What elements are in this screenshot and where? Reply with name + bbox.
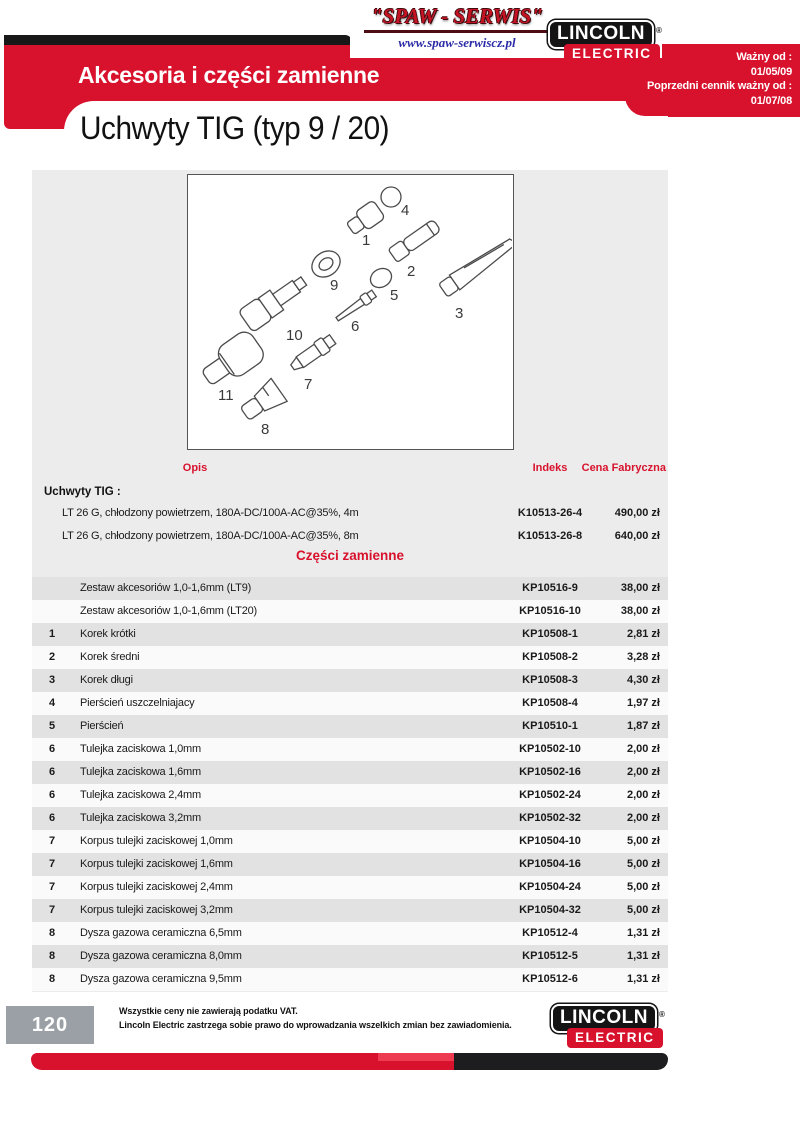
index-cell: KP10504-10 [519, 835, 581, 847]
part-10-torch-body [238, 270, 311, 332]
table-row [32, 876, 668, 899]
price-cell: 5,00 zł [626, 881, 660, 893]
part-number-cell: 6 [48, 743, 56, 755]
validity-label-2: Poprzedni cennik ważny od : [647, 80, 792, 92]
validity-label-1: Ważny od : [736, 51, 792, 63]
page-title: Uchwyty TIG (typ 9 / 20) [80, 110, 390, 146]
part-number-cell: 5 [48, 720, 56, 732]
part-2-medium-cap [388, 218, 441, 262]
index-cell: K10513-26-8 [517, 530, 583, 542]
price-cell: 490,00 zł [614, 507, 660, 519]
table-row [32, 738, 668, 761]
part-number-cell: 1 [48, 628, 56, 640]
part-8-gas-nozzle [237, 378, 287, 425]
index-cell: KP10502-32 [519, 812, 581, 824]
part-number-cell: 8 [48, 927, 56, 939]
description-cell: Dysza gazowa ceramiczna 8,0mm [80, 950, 242, 962]
index-cell: K10513-26-4 [517, 507, 583, 519]
part-label-9: 9 [330, 277, 339, 294]
description-cell: LT 26 G, chłodzony powietrzem, 180A-DC/100A-AC@35%, 4m [62, 507, 359, 519]
price-cell: 38,00 zł [620, 605, 660, 617]
description-cell: Zestaw akcesoriów 1,0-1,6mm (LT9) [80, 582, 252, 594]
table-row [32, 646, 668, 669]
index-cell: KP10504-16 [519, 858, 581, 870]
spaw-serwis-logo [362, 4, 552, 51]
tig-torch-exploded-view [188, 175, 512, 448]
footer-note-disclaimer: Lincoln Electric zastrzega sobie prawo do wprowadzania wszelkich zmian bez zawiadomienia. [119, 1020, 512, 1030]
description-cell: Pierścień uszczelniajacy [80, 697, 195, 709]
part-number-cell: 7 [48, 858, 56, 870]
spaw-serwis-underline [364, 30, 550, 33]
index-cell: KP10510-1 [522, 720, 578, 732]
index-cell: KP10512-6 [522, 973, 578, 985]
part-label-8: 8 [261, 421, 270, 438]
table-row [32, 669, 668, 692]
price-cell: 2,00 zł [626, 812, 660, 824]
section-title: Akcesoria i części zamienne [78, 62, 380, 88]
lincoln-electric-logo-footer [551, 1004, 671, 1048]
price-cell: 1,87 zł [626, 720, 660, 732]
description-cell: Tulejka zaciskowa 1,6mm [80, 766, 201, 778]
lincoln-wordmark: LINCOLN [551, 1004, 657, 1033]
part-number-cell: 8 [48, 950, 56, 962]
table-row [32, 922, 668, 945]
price-cell: 640,00 zł [614, 530, 660, 542]
description-cell: Korpus tulejki zaciskowej 1,0mm [80, 835, 233, 847]
exploded-parts-diagram [187, 174, 514, 450]
index-cell: KP10504-32 [519, 904, 581, 916]
description-cell: Tulejka zaciskowa 3,2mm [80, 812, 201, 824]
table-row [32, 830, 668, 853]
group-title-uchwyty-tig: Uchwyty TIG : [44, 486, 121, 498]
price-cell: 5,00 zł [626, 904, 660, 916]
part-label-3: 3 [455, 305, 464, 322]
price-cell: 1,31 zł [626, 927, 660, 939]
description-cell: Korpus tulejki zaciskowej 1,6mm [80, 858, 233, 870]
validity-date-1: 01/05/09 [750, 65, 792, 78]
price-cell: 38,00 zł [620, 582, 660, 594]
index-cell: KP10516-9 [522, 582, 578, 594]
electric-wordmark: ELECTRIC [564, 44, 660, 64]
index-cell: KP10508-1 [522, 628, 578, 640]
description-cell: Dysza gazowa ceramiczna 9,5mm [80, 973, 242, 985]
description-cell: Dysza gazowa ceramiczna 6,5mm [80, 927, 242, 939]
part-number-cell: 7 [48, 904, 56, 916]
price-cell: 3,28 zł [626, 651, 660, 663]
index-cell: KP10504-24 [519, 881, 581, 893]
description-cell: Zestaw akcesoriów 1,0-1,6mm (LT20) [80, 605, 257, 617]
part-label-11: 11 [218, 387, 234, 404]
part-label-2: 2 [407, 263, 416, 280]
description-cell: Korek długi [80, 674, 133, 686]
registered-mark-icon: ® [658, 1010, 665, 1019]
footer-bar-black [454, 1053, 668, 1070]
part-number-cell: 6 [48, 812, 56, 824]
part-label-7: 7 [304, 376, 313, 393]
price-cell: 5,00 zł [626, 835, 660, 847]
table-row [32, 784, 668, 807]
description-cell: Korek średni [80, 651, 140, 663]
table-row [32, 502, 668, 525]
price-cell: 4,30 zł [626, 674, 660, 686]
column-header-cena: Cena Fabryczna [581, 462, 666, 474]
price-cell: 2,00 zł [626, 743, 660, 755]
part-number-cell: 8 [48, 973, 56, 985]
footer-bar-step [378, 1053, 454, 1061]
index-cell: KP10502-16 [519, 766, 581, 778]
description-cell: Tulejka zaciskowa 2,4mm [80, 789, 201, 801]
part-11-handle [196, 328, 267, 393]
part-4-oring [381, 187, 401, 207]
table-row [32, 600, 668, 623]
part-number-cell: 2 [48, 651, 56, 663]
index-cell: KP10502-24 [519, 789, 581, 801]
table-row [32, 899, 668, 922]
index-cell: KP10512-4 [522, 927, 578, 939]
part-number-cell: 6 [48, 789, 56, 801]
table-row [32, 692, 668, 715]
description-cell: Pierścień [80, 720, 124, 732]
part-3-long-cap [438, 234, 512, 298]
table-row [32, 807, 668, 830]
description-cell: Tulejka zaciskowa 1,0mm [80, 743, 201, 755]
electric-wordmark: ELECTRIC [567, 1028, 663, 1048]
spaw-serwis-wordmark: "SPAW - SERWIS" [371, 4, 543, 28]
table-row [32, 761, 668, 784]
description-cell: LT 26 G, chłodzony powietrzem, 180A-DC/100A-AC@35%, 8m [62, 530, 359, 542]
price-cell: 1,31 zł [626, 950, 660, 962]
column-header-opis: Opis [182, 462, 208, 474]
price-cell: 1,31 zł [626, 973, 660, 985]
table-row [32, 853, 668, 876]
part-number-cell: 7 [48, 835, 56, 847]
price-cell: 5,00 zł [626, 858, 660, 870]
part-number-cell: 6 [48, 766, 56, 778]
spaw-serwis-url: www.spaw-serwiscz.pl [398, 35, 516, 50]
description-cell: Korpus tulejki zaciskowej 3,2mm [80, 904, 233, 916]
index-cell: KP10508-2 [522, 651, 578, 663]
validity-date-2: 01/07/08 [750, 94, 792, 107]
price-cell: 2,00 zł [626, 789, 660, 801]
table-row [32, 525, 668, 548]
column-header-indeks: Indeks [532, 462, 568, 474]
part-label-5: 5 [390, 287, 399, 304]
index-cell: KP10508-3 [522, 674, 578, 686]
table-row [32, 623, 668, 646]
page-number-badge: 120 [6, 1006, 94, 1044]
part-number-cell: 4 [48, 697, 56, 709]
index-cell: KP10512-5 [522, 950, 578, 962]
index-cell: KP10502-10 [519, 743, 581, 755]
part-label-1: 1 [362, 232, 371, 249]
part-number-cell: 3 [48, 674, 56, 686]
part-9-ring-nut [307, 246, 345, 283]
description-cell: Korek krótki [80, 628, 136, 640]
table-row [32, 968, 668, 991]
lincoln-wordmark: LINCOLN [548, 20, 654, 49]
lincoln-electric-logo [548, 20, 668, 64]
index-cell: KP10508-4 [522, 697, 578, 709]
group-title-czesci-zamienne: Części zamienne [295, 548, 405, 563]
price-cell: 2,00 zł [626, 766, 660, 778]
table-row [32, 577, 668, 600]
index-cell: KP10516-10 [519, 605, 581, 617]
part-label-4: 4 [401, 202, 410, 219]
footer-note-vat: Wszystkie ceny nie zawierają podatku VAT. [119, 1006, 298, 1016]
price-cell: 2,81 zł [626, 628, 660, 640]
description-cell: Korpus tulejki zaciskowej 2,4mm [80, 881, 233, 893]
part-number-cell: 7 [48, 881, 56, 893]
registered-mark-icon: ® [655, 26, 662, 35]
price-cell: 1,97 zł [626, 697, 660, 709]
table-row [32, 945, 668, 968]
part-label-6: 6 [351, 318, 360, 335]
part-label-10: 10 [286, 327, 303, 344]
table-row [32, 715, 668, 738]
